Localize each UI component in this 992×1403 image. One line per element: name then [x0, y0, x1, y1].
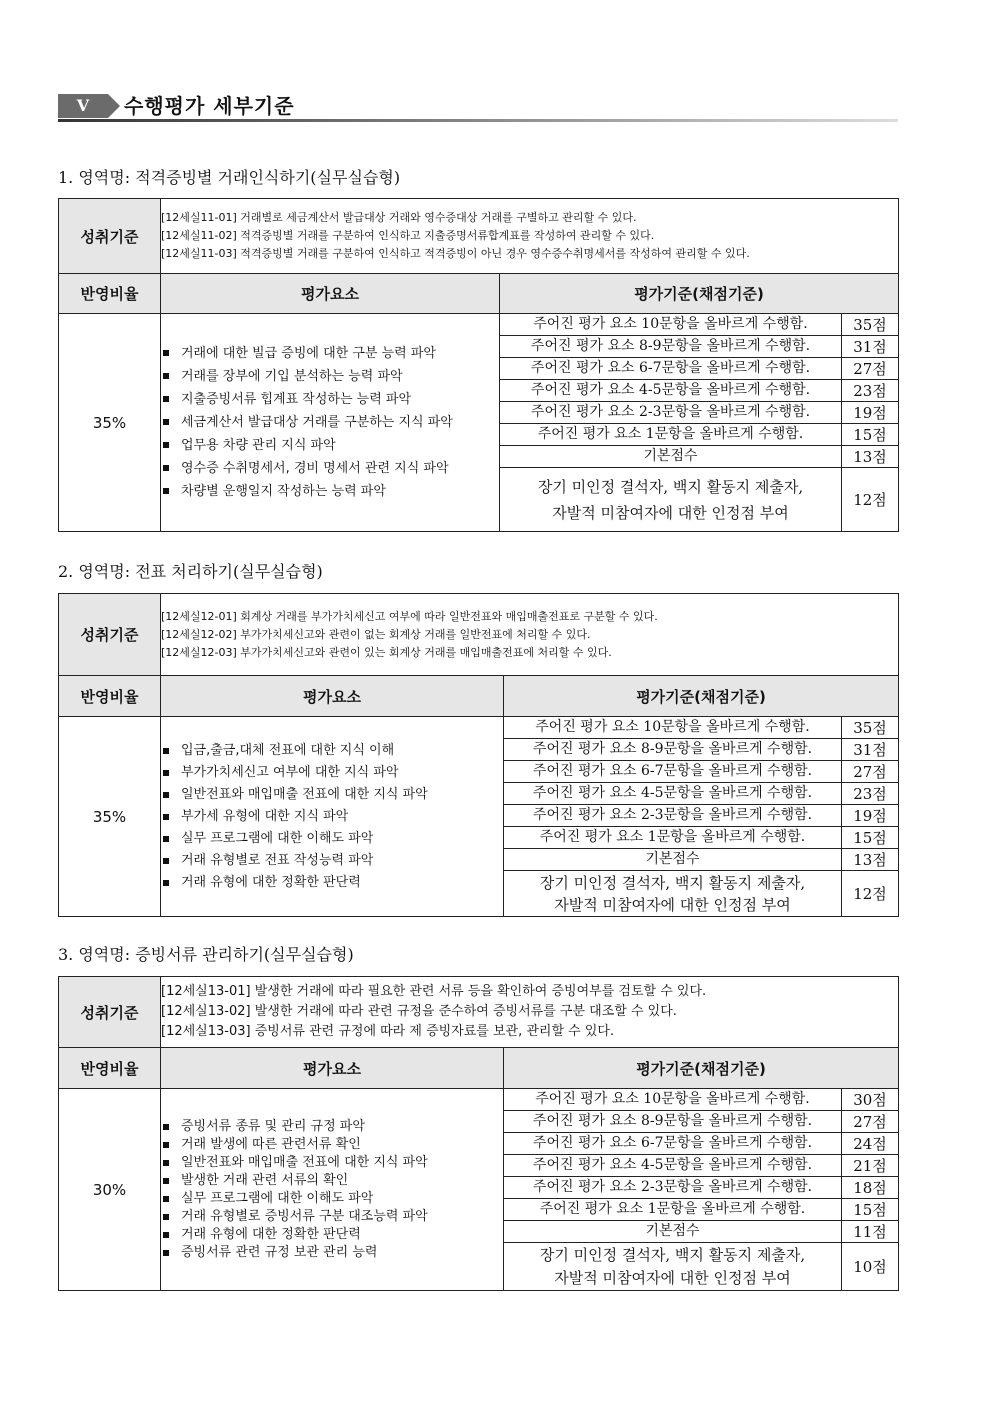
standard-item: [12세실13-02] 발생한 거래에 따라 관련 규정을 준수하여 증빙서류를 구분 대조할 수 있다.	[161, 1004, 677, 1019]
criteria-extra-line: 자발적 미참여자에 대한 인정점 부여	[552, 503, 789, 522]
header-divider	[58, 119, 898, 122]
elements-header: 평가요소	[161, 274, 500, 314]
criteria-extra-line: 자발적 미참여자에 대한 인정점 부여	[554, 1268, 791, 1287]
ratio-value: 35%	[59, 717, 161, 917]
criteria-score: 15점	[842, 424, 899, 446]
criteria-text: 주어진 평가 요소 2-3문항을 올바르게 수행함.	[504, 1177, 842, 1199]
criteria-text: 주어진 평가 요소 6-7문항을 올바르게 수행함.	[504, 761, 842, 783]
criteria-text: 주어진 평가 요소 8-9문항을 올바르게 수행함.	[504, 739, 842, 761]
standard-item: [12세실13-01] 발생한 거래에 따라 필요한 관련 서류 등을 확인하여 증빙여부를 검토할 수 있다.	[161, 984, 707, 999]
standard-item: [12세실12-01] 회계상 거래를 부가가치세신고 여부에 따라 일반전표와 매입매출전표로 구분할 수 있다.	[161, 609, 658, 623]
evaluation-elements	[161, 717, 504, 917]
element-item: 거래 유형별로 증빙서류 구분 대조능력 파악	[161, 1208, 503, 1226]
criteria-text: 기본점수	[500, 446, 842, 468]
standard-item: [12세실11-02] 적격증빙별 거래를 구분하여 인식하고 지출증명서류합계표를 작성하여 관리할 수 있다.	[161, 229, 655, 242]
criteria-score: 21점	[842, 1155, 899, 1177]
element-item: 일반전표와 매입매출 전표에 대한 지식 파악	[161, 1154, 503, 1172]
element-item: 일반전표와 매입매출 전표에 대한 지식 파악	[161, 784, 503, 806]
criteria-score: 23점	[842, 380, 899, 402]
area-3-title: 3. 영역명: 증빙서류 관리하기(실무실습형)	[58, 945, 354, 964]
criteria-score: 27점	[842, 358, 899, 380]
element-item: 거래에 대한 빌급 증빙에 대한 구분 능력 파악	[161, 342, 499, 365]
element-item: 거래 유형에 대한 정확한 판단력	[161, 872, 503, 894]
criteria-extra-text	[504, 871, 842, 917]
element-item: 세금계산서 발급대상 거래를 구분하는 지식 파악	[161, 411, 499, 434]
criteria-score: 11점	[842, 1221, 899, 1243]
criteria-extra-text	[500, 468, 842, 532]
criteria-score: 35점	[842, 717, 899, 739]
achievement-label: 성취기준	[59, 199, 161, 274]
elements-header: 평가요소	[161, 676, 504, 717]
element-item: 입금,출금,대체 전표에 대한 지식 이해	[161, 740, 503, 762]
criteria-score: 13점	[842, 446, 899, 468]
criteria-score: 19점	[842, 402, 899, 424]
criteria-extra-line: 자발적 미참여자에 대한 인정점 부여	[554, 895, 791, 914]
criteria-text: 주어진 평가 요소 10문항을 올바르게 수행함.	[504, 1089, 842, 1111]
criteria-score: 18점	[842, 1177, 899, 1199]
criteria-score: 35점	[842, 314, 899, 336]
element-item: 거래 발생에 따른 관련서류 확인	[161, 1136, 503, 1154]
element-item: 부가세 유형에 대한 지식 파악	[161, 806, 503, 828]
criteria-text: 주어진 평가 요소 6-7문항을 올바르게 수행함.	[500, 358, 842, 380]
element-item: 실무 프로그램에 대한 이해도 파악	[161, 1190, 503, 1208]
criteria-score: 15점	[842, 1199, 899, 1221]
criteria-header: 평가기준(채점기준)	[500, 274, 899, 314]
area-2-title: 2. 영역명: 전표 처리하기(실무실습형)	[58, 562, 323, 581]
criteria-score: 10점	[842, 1243, 899, 1291]
element-item: 부가가치세신고 여부에 대한 지식 파악	[161, 762, 503, 784]
achievement-label: 성취기준	[59, 594, 161, 676]
area-1-title: 1. 영역명: 적격증빙별 거래인식하기(실무실습형)	[58, 168, 401, 187]
element-item: 거래 유형별로 전표 작성능력 파악	[161, 850, 503, 872]
criteria-extra-text	[504, 1243, 842, 1291]
criteria-score: 27점	[842, 761, 899, 783]
criteria-text: 주어진 평가 요소 4-5문항을 올바르게 수행함.	[504, 1155, 842, 1177]
criteria-score: 12점	[842, 468, 899, 532]
achievement-label: 성취기준	[59, 977, 161, 1048]
element-item: 영수증 수취명세서, 경비 명세서 관련 지식 파악	[161, 457, 499, 480]
element-item: 업무용 차량 관리 지식 파악	[161, 434, 499, 457]
element-item: 증빙서류 관련 규정 보관 관리 능력	[161, 1244, 503, 1262]
element-item: 거래를 장부에 기입 분석하는 능력 파악	[161, 365, 499, 388]
criteria-text: 주어진 평가 요소 2-3문항을 올바르게 수행함.	[500, 402, 842, 424]
criteria-text: 주어진 평가 요소 10문항을 올바르게 수행함.	[500, 314, 842, 336]
element-item: 거래 유형에 대한 정확한 판단력	[161, 1226, 503, 1244]
element-item: 발생한 거래 관련 서류의 확인	[161, 1172, 503, 1190]
standard-item: [12세실11-01] 거래별로 세금계산서 발급대상 거래와 영수증대상 거래를 구별하고 관리할 수 있다.	[161, 211, 637, 224]
area-2-table	[58, 593, 899, 917]
evaluation-elements	[161, 1089, 504, 1291]
element-item: 실무 프로그램에 대한 이해도 파악	[161, 828, 503, 850]
criteria-text: 주어진 평가 요소 4-5문항을 올바르게 수행함.	[500, 380, 842, 402]
criteria-text: 주어진 평가 요소 2-3문항을 올바르게 수행함.	[504, 805, 842, 827]
standard-item: [12세실13-03] 증빙서류 관련 규정에 따라 제 증빙자료를 보관, 관리할 수 있다.	[161, 1024, 615, 1039]
criteria-text: 주어진 평가 요소 10문항을 올바르게 수행함.	[504, 717, 842, 739]
section-number-badge: Ⅴ	[58, 94, 108, 118]
ratio-header: 반영비율	[59, 1048, 161, 1089]
criteria-text: 주어진 평가 요소 1문항을 올바르게 수행함.	[500, 424, 842, 446]
criteria-score: 13점	[842, 849, 899, 871]
area-1-table	[58, 198, 899, 532]
criteria-extra-line: 장기 미인정 결석자, 백지 활동지 제출자,	[539, 1245, 806, 1264]
criteria-text: 기본점수	[504, 1221, 842, 1243]
criteria-text: 주어진 평가 요소 4-5문항을 올바르게 수행함.	[504, 783, 842, 805]
ratio-header: 반영비율	[59, 676, 161, 717]
ratio-value: 30%	[59, 1089, 161, 1291]
criteria-text: 기본점수	[504, 849, 842, 871]
ratio-value: 35%	[59, 314, 161, 532]
criteria-text: 주어진 평가 요소 1문항을 올바르게 수행함.	[504, 1199, 842, 1221]
section-title: 수행평가 세부기준	[124, 94, 295, 118]
criteria-text: 주어진 평가 요소 6-7문항을 올바르게 수행함.	[504, 1133, 842, 1155]
criteria-score: 27점	[842, 1111, 899, 1133]
criteria-score: 24점	[842, 1133, 899, 1155]
criteria-score: 12점	[842, 871, 899, 917]
criteria-text: 주어진 평가 요소 8-9문항을 올바르게 수행함.	[500, 336, 842, 358]
elements-header: 평가요소	[161, 1048, 504, 1089]
criteria-extra-line: 장기 미인정 결석자, 백지 활동지 제출자,	[537, 477, 804, 496]
element-item: 지출증빙서류 힙계표 작성하는 능력 파악	[161, 388, 499, 411]
criteria-header: 평가기준(채점기준)	[504, 676, 899, 717]
area-3-table	[58, 976, 899, 1291]
element-item: 증빙서류 종류 및 관리 규정 파악	[161, 1118, 503, 1136]
criteria-score: 31점	[842, 336, 899, 358]
achievement-standards	[161, 199, 899, 274]
standard-item: [12세실12-03] 부가가치세신고와 관련이 있는 회계상 거래를 매입매출전표에 처리할 수 있다.	[161, 645, 612, 659]
criteria-text: 주어진 평가 요소 1문항을 올바르게 수행함.	[504, 827, 842, 849]
criteria-score: 23점	[842, 783, 899, 805]
section-header	[58, 92, 898, 122]
achievement-standards	[161, 594, 899, 676]
standard-item: [12세실11-03] 적격증빙별 거래를 구분하여 인식하고 적격증빙이 아닌 경우 영수증수취명세서를 작성하여 관리할 수 있다.	[161, 247, 750, 260]
criteria-score: 15점	[842, 827, 899, 849]
criteria-extra-line: 장기 미인정 결석자, 백지 활동지 제출자,	[539, 873, 806, 892]
element-item: 차량별 운행일지 작성하는 능력 파악	[161, 480, 499, 503]
standard-item: [12세실12-02] 부가가치세신고와 관련이 없는 회계상 거래를 일반전표에 처리할 수 있다.	[161, 627, 591, 641]
criteria-score: 31점	[842, 739, 899, 761]
evaluation-elements	[161, 314, 500, 532]
criteria-score: 19점	[842, 805, 899, 827]
criteria-score: 30점	[842, 1089, 899, 1111]
achievement-standards	[161, 977, 899, 1048]
criteria-header: 평가기준(채점기준)	[504, 1048, 899, 1089]
criteria-text: 주어진 평가 요소 8-9문항을 올바르게 수행함.	[504, 1111, 842, 1133]
ratio-header: 반영비율	[59, 274, 161, 314]
